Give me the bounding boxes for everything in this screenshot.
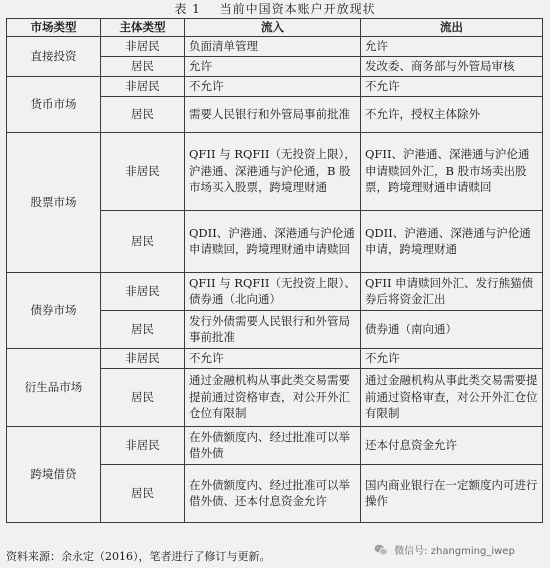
inflow-cell: 不允许 [185,76,361,96]
header-outflow: 流出 [361,19,543,37]
outflow-cell: 不允许 [361,348,543,368]
subject-cell: 居民 [101,464,185,522]
subject-cell: 居民 [101,96,185,132]
inflow-cell: 在外债额度内、经过批准可以举借外债、还本付息资金允许 [185,464,361,522]
subject-cell: 居民 [101,210,185,272]
header-market-type: 市场类型 [7,19,101,37]
subject-cell: 非居民 [101,132,185,210]
outflow-cell: 不允许 [361,76,543,96]
inflow-cell: 允许 [185,56,361,76]
subject-cell: 居民 [101,56,185,76]
subject-cell: 非居民 [101,76,185,96]
table-number: 表 1 [174,2,201,16]
inflow-cell: 需要人民银行和外管局事前批准 [185,96,361,132]
table-row [7,132,543,210]
subject-cell: 非居民 [101,426,185,464]
inflow-cell: 通过金融机构从事此类交易需要提前通过资格审查，对公开外汇仓位有限制 [185,368,361,426]
outflow-cell: 国内商业银行在一定额度内可进行操作 [361,464,543,522]
outflow-cell: QFII 申请赎回外汇、发行熊猫债券后将资金汇出 [361,272,543,310]
inflow-cell: QFII 与 RQFII（无投资上限）、债券通（北向通） [185,272,361,310]
table-row [7,348,543,368]
outflow-cell: 还本付息资金允许 [361,426,543,464]
market-cell: 股票市场 [7,132,101,272]
market-cell: 衍生品市场 [7,348,101,426]
table-header-row [7,19,543,37]
header-subject-type: 主体类型 [101,19,185,37]
wechat-icon [374,544,388,556]
subject-cell: 居民 [101,368,185,426]
header-inflow: 流入 [185,19,361,37]
subject-cell: 非居民 [101,348,185,368]
inflow-cell: 负面清单管理 [185,36,361,56]
table-row [7,36,543,56]
inflow-cell: 发行外债需要人民银行和外管局事前批准 [185,310,361,348]
table-row [7,76,543,96]
capital-account-table [6,18,543,523]
table-caption [0,0,550,18]
market-cell: 货币市场 [7,76,101,132]
subject-cell: 居民 [101,310,185,348]
inflow-cell: QFII 与 RQFII（无投资上限），沪港通、深港通与沪伦通，B 股市场买入股票，跨境理财通 [185,132,361,210]
source-note: 资料来源：余永定（2016），笔者进行了修订与更新。 [6,550,271,563]
outflow-cell: 通过金融机构从事此类交易需要提前通过资格审查，对公开外汇仓位有限制 [361,368,543,426]
outflow-cell: 允许 [361,36,543,56]
inflow-cell: 在外债额度内、经过批准可以举借外债 [185,426,361,464]
table-row [7,272,543,310]
inflow-cell: QDII、沪港通、深港通与沪伦通申请赎回，跨境理财通申请赎回 [185,210,361,272]
outflow-cell: 债券通（南向通） [361,310,543,348]
table-row [7,426,543,464]
subject-cell: 非居民 [101,272,185,310]
outflow-cell: QDII、沪港通、深港通与沪伦通申请，跨境理财通 [361,210,543,272]
market-cell: 直接投资 [7,36,101,76]
outflow-cell: 不允许，授权主体除外 [361,96,543,132]
subject-cell: 非居民 [101,36,185,56]
watermark-text: 微信号: zhangming_iwep [394,546,515,557]
outflow-cell: 发改委、商务部与外管局审核 [361,56,543,76]
inflow-cell: 不允许 [185,348,361,368]
market-cell: 跨境借贷 [7,426,101,522]
market-cell: 债券市场 [7,272,101,348]
table-title: 当前中国资本账户开放现状 [219,2,376,16]
watermark [374,544,515,559]
outflow-cell: QFII、沪港通、深港通与沪伦通申请赎回外汇，B 股市场卖出股票，跨境理财通申请赎回 [361,132,543,210]
